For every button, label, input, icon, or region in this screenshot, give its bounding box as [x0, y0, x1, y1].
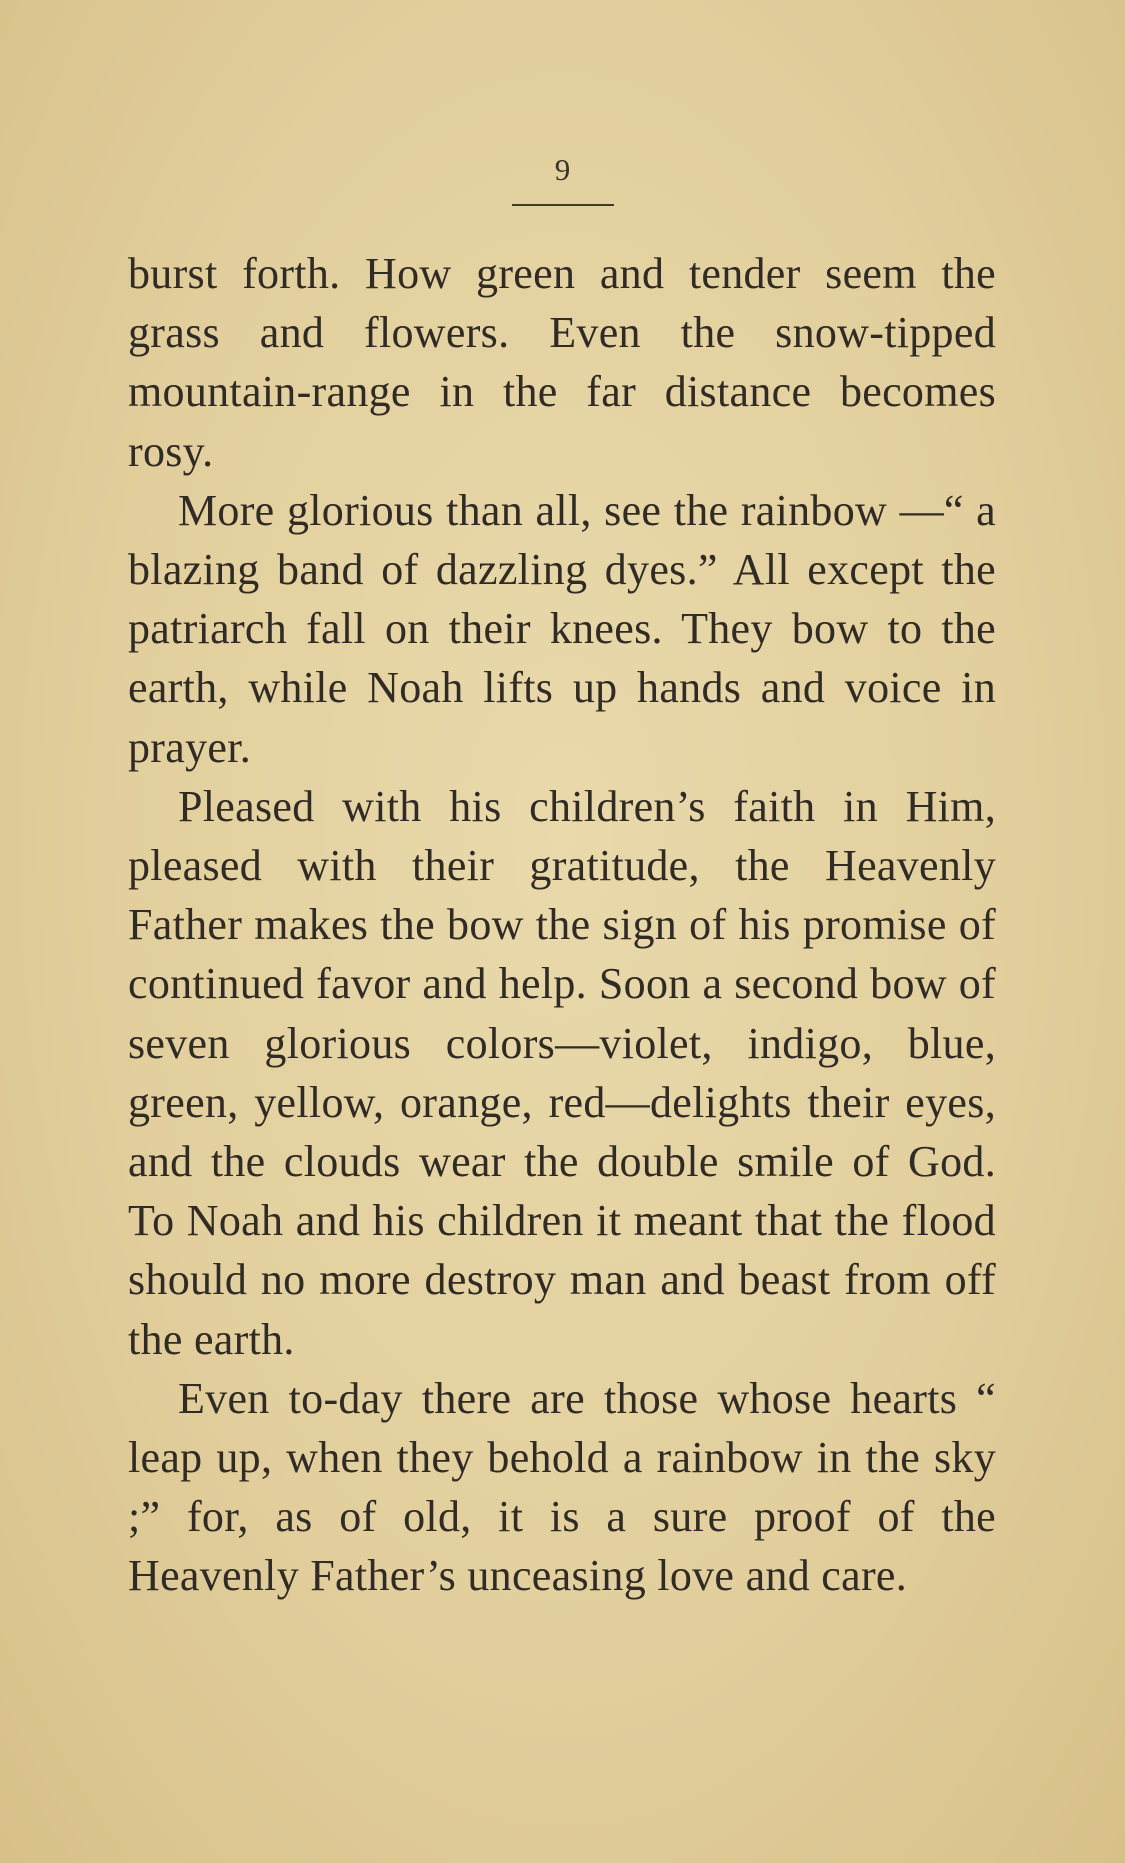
paragraph-today: Even to-day there are those whose hearts “ leap up, when they behold a rainbow in the sky ;” for, as of old, it is a sure proof of the Heavenly Father’s unceasing love and care.	[128, 1373, 996, 1601]
body-text	[128, 244, 996, 1606]
paragraph-promise: Pleased with his children’s faith in Him, pleased with their gratitude, the Heavenly Father makes the bow the sign of his promise of continued favor and help. Soon a second bow of seven glorious colors—violet, indigo, blue, green, yellow, orange, red—delights their eyes, and the clouds wear the double smile of God. To Noah and his children it meant that the flood should no more destroy man and beast from off the earth.	[128, 781, 996, 1364]
page-number: 9	[554, 152, 571, 187]
page-number-rule	[512, 204, 614, 206]
paragraph-continued: burst forth. How green and tender seem the grass and flowers. Even the snow-tipped mountain-range in the far distance becomes rosy.	[128, 249, 996, 476]
paragraph-rainbow: More glorious than all, see the rainbow —“ a blazing band of dazzling dyes.” All except the patriarch fall on their knees. They bow to the earth, while Noah lifts up hands and voice in prayer.	[128, 485, 996, 772]
